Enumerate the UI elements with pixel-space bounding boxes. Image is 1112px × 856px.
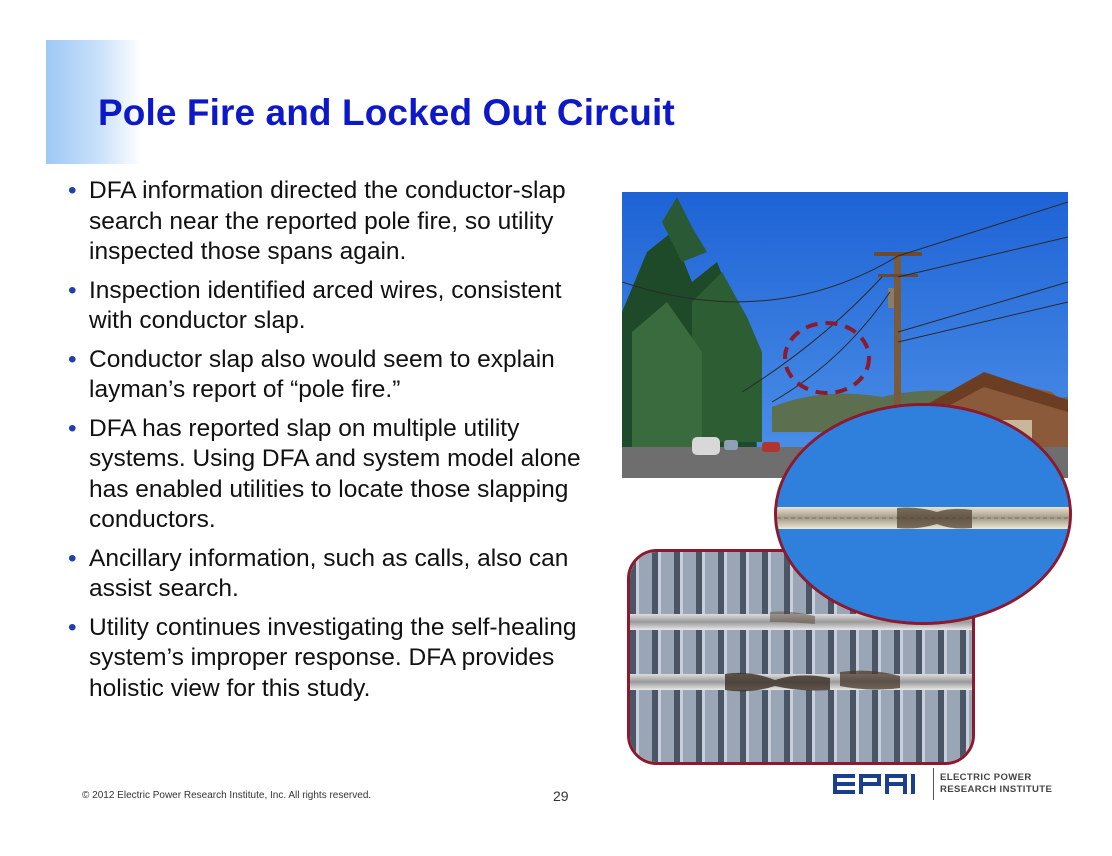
epri-org-line2: RESEARCH INSTITUTE	[940, 784, 1053, 795]
bullet-list	[66, 176, 611, 712]
bullet-item	[66, 414, 611, 536]
bullet-text: Utility continues investigating the self-healing system’s improper response. DFA provides holistic view for this study.	[89, 613, 577, 702]
bullet-text: Ancillary information, such as calls, also can assist search.	[89, 544, 569, 602]
bullet-text: Inspection identified arced wires, consistent with conductor slap.	[89, 276, 562, 334]
slide-title: Pole Fire and Locked Out Circuit	[98, 92, 675, 133]
bullet-text: DFA has reported slap on multiple utility systems. Using DFA and system model alone has enabled utilities to locate those slapping conductors.	[89, 414, 581, 533]
bullet-glyph: •	[68, 177, 77, 204]
bullet-glyph: •	[68, 613, 77, 641]
bullet-glyph: •	[68, 276, 77, 304]
bullet-item	[66, 544, 611, 605]
bullet-glyph: •	[68, 414, 77, 442]
bullet-text: Conductor slap also would seem to explain layman’s report of “pole fire.”	[89, 345, 555, 403]
bullet-item	[66, 613, 611, 705]
page-number: 29	[553, 788, 569, 804]
bullet-item	[66, 176, 611, 268]
epri-org-line1: ELECTRIC POWER	[940, 772, 1032, 783]
bullet-text: DFA information directed the conductor-slap search near the reported pole fire, so utility inspected those spans again.	[89, 177, 566, 265]
bullet-item	[66, 276, 611, 337]
epri-org-name	[940, 772, 1052, 796]
bullet-glyph: •	[68, 345, 77, 373]
bullet-item	[66, 345, 611, 406]
conductor-closeup-photo	[774, 403, 1072, 625]
bullet-glyph: •	[68, 544, 77, 572]
copyright-notice: © 2012 Electric Power Research Institute, Inc. All rights reserved.	[82, 790, 372, 801]
